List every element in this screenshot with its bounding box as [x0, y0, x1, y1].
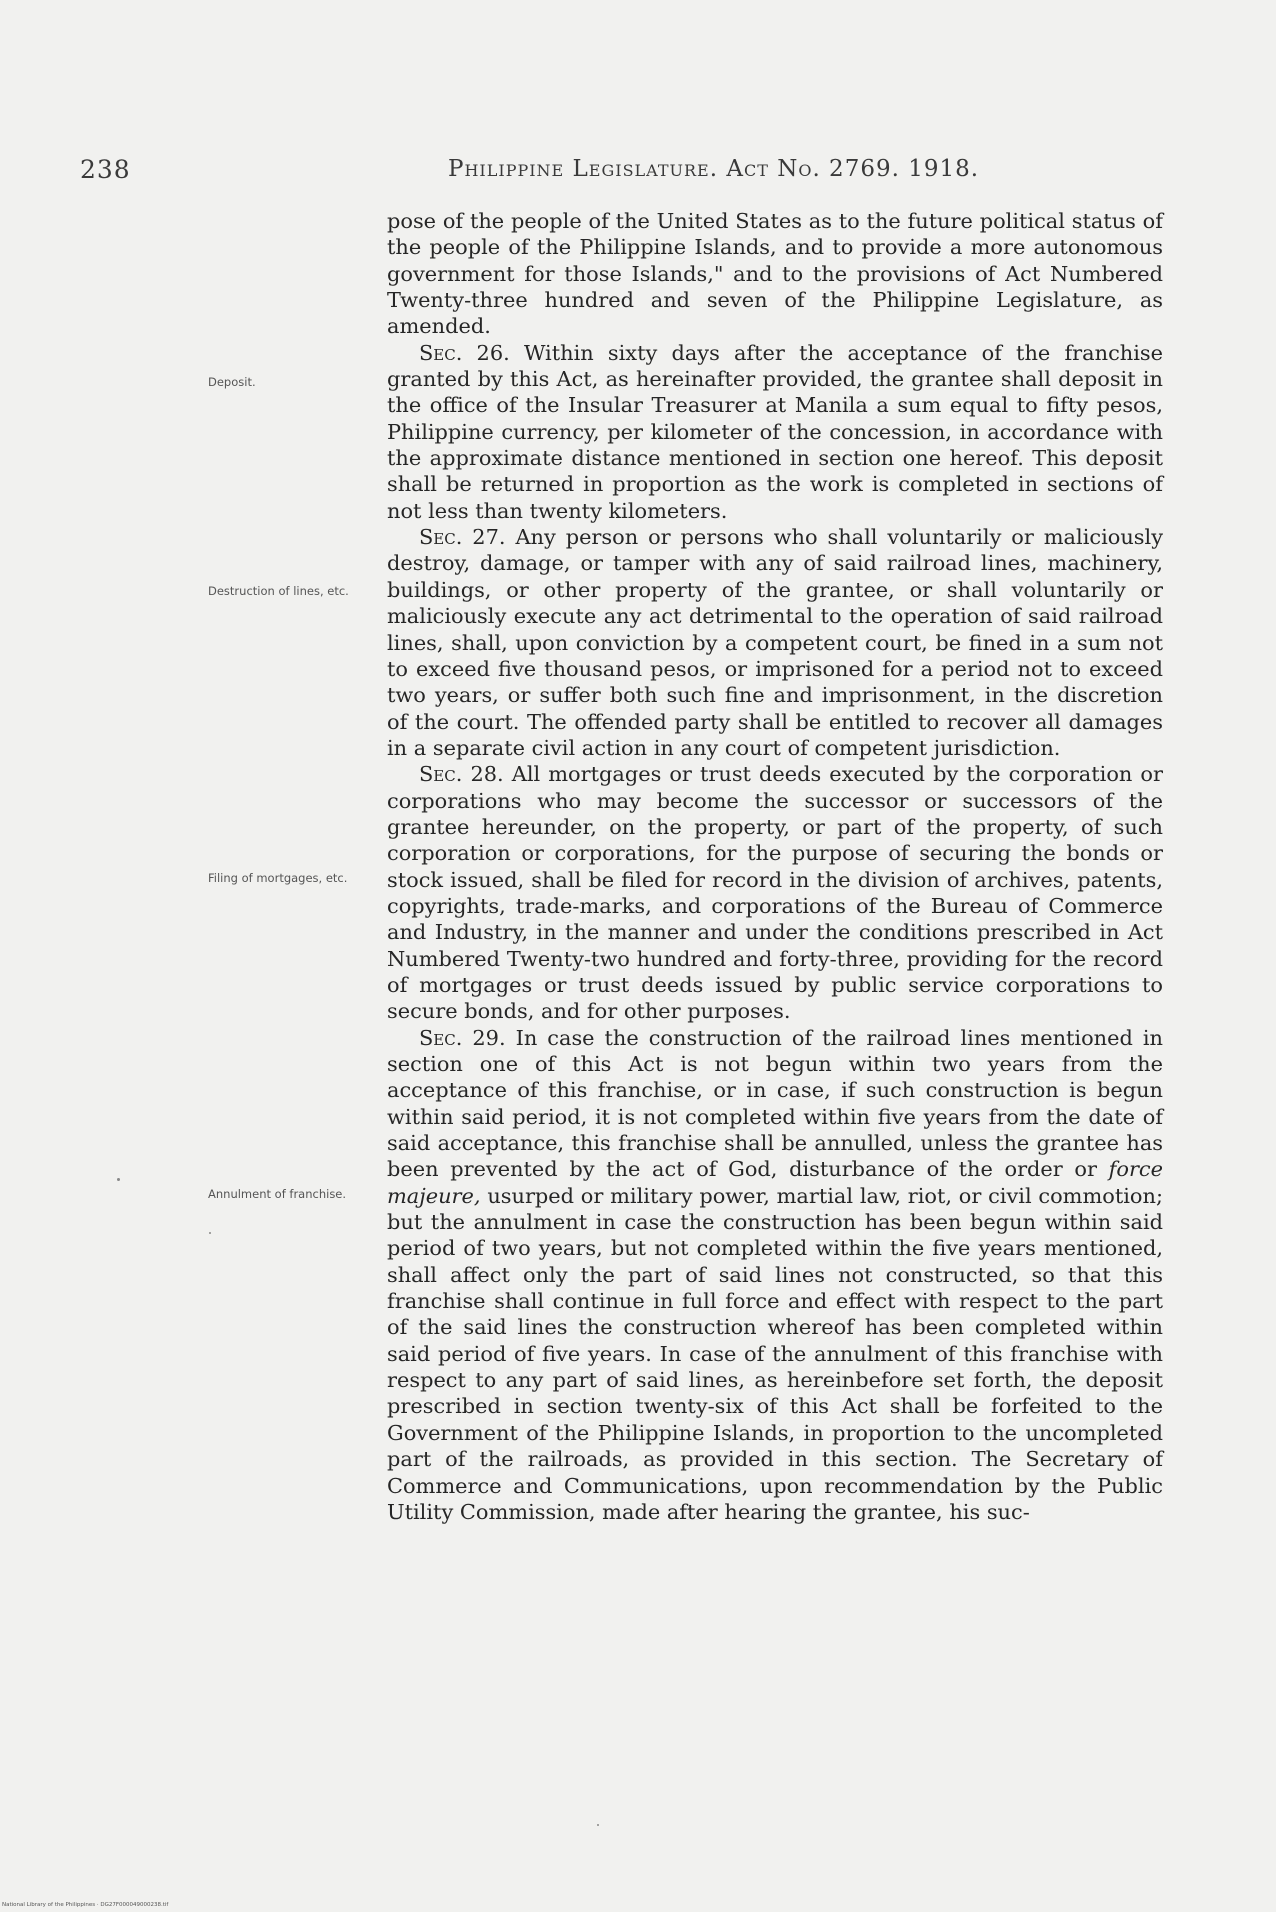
section-27	[387, 524, 1163, 761]
section-29-label: Sec. 29.	[419, 1025, 506, 1050]
section-26	[387, 340, 1163, 524]
section-29-italic: force majeure,	[387, 1157, 1163, 1208]
section-28	[387, 761, 1163, 1024]
body-text	[387, 208, 1163, 1525]
scan-speck	[209, 1232, 211, 1234]
scan-source-footer: National Library of the Philippines · DG27F000049000238.tif	[2, 1902, 169, 1908]
section-28-label: Sec. 28.	[419, 762, 504, 787]
section-26-label: Sec. 26.	[419, 340, 510, 365]
continuation-paragraph: pose of the people of the United States as to the future political status of the people of the Philippine Islands, and to provide a more autonomous government for those Islands," and to the provisions of Act Numbered Twenty-three hundred and seven of the Philippine Legislature, as amended.	[387, 209, 1163, 339]
section-29-text-a: In case the construction of the railroad lines mentioned in section one of this Act is not begun within two years from the acceptance of this franchise, or in case, if such construction is begun within said period, it is not completed within five years from the date of said acceptance, this franchise shall be annulled, unless the grantee has been prevented by the act of God, disturbance of the order or	[387, 1025, 1163, 1182]
margin-note-destruction: Destruction of lines, etc.	[208, 584, 349, 598]
page-number: 238	[80, 155, 131, 184]
scan-speck	[117, 1178, 120, 1181]
section-29-text-b: usurped or military power, martial law, riot, or civil commotion; but the annulment in case the construction has been begun within said period of two years, but not completed within the five years mentioned, shall affect only the part of said lines not constructed, so that this franchise shall continue in full force and effect with respect to the part of the said lines the construction whereof has been completed within said period of five years. In case of the annulment of this franchise with respect to any part of said lines, as hereinbefore set forth, the deposit prescribed in section twenty-six of this Act shall be forfeited to the Government of the Philippine Islands, in proportion to the uncompleted part of the railroads, as provided in this section. The Secretary of Commerce and Communications, upon recommendation by the Public Utility Commission, made after hearing the grantee, his suc-	[387, 1183, 1163, 1524]
section-27-label: Sec. 27.	[419, 525, 506, 550]
margin-note-annulment: Annulment of franchise.	[208, 1187, 347, 1201]
margin-note-deposit: Deposit.	[208, 375, 256, 389]
running-head: Philippine Legislature. Act No. 2769. 1918.	[448, 156, 980, 182]
margin-note-filing: Filing of mortgages, etc.	[208, 871, 348, 885]
section-27-text: Any person or persons who shall voluntarily or maliciously destroy, damage, or tamper with any of said railroad lines, machinery, buildings, or other property of the grantee, or shall voluntarily or maliciously execute any act detrimental to the operation of said railroad lines, shall, upon conviction by a competent court, be fined in a sum not to exceed five thousand pesos, or imprisoned for a period not to exceed two years, or suffer both such fine and imprisonment, in the discretion of the court. The offended party shall be entitled to recover all damages in a separate civil action in any court of competent jurisdiction.	[387, 525, 1163, 760]
section-29	[387, 1025, 1163, 1526]
section-28-text: All mortgages or trust deeds executed by the corporation or corporations who may become the successor or successors of the grantee hereunder, on the property, or part of the property, of such corporation or corporations, for the purpose of securing the bonds or stock issued, shall be filed for record in the division of archives, patents, copyrights, trade-marks, and corporations of the Bureau of Commerce and Industry, in the manner and under the conditions prescribed in Act Numbered Twenty-two hundred and forty-three, providing for the record of mortgages or trust deeds issued by public service corporations to secure bonds, and for other purposes.	[387, 762, 1163, 1024]
section-26-text: Within sixty days after the acceptance of the franchise granted by this Act, as hereinafter provided, the grantee shall deposit in the office of the Insular Treasurer at Manila a sum equal to fifty pesos, Philippine currency, per kilometer of the concession, in accordance with the approximate distance mentioned in section one hereof. This deposit shall be returned in proportion as the work is completed in sections of not less than twenty kilometers.	[387, 340, 1163, 523]
scan-speck	[597, 1824, 599, 1826]
